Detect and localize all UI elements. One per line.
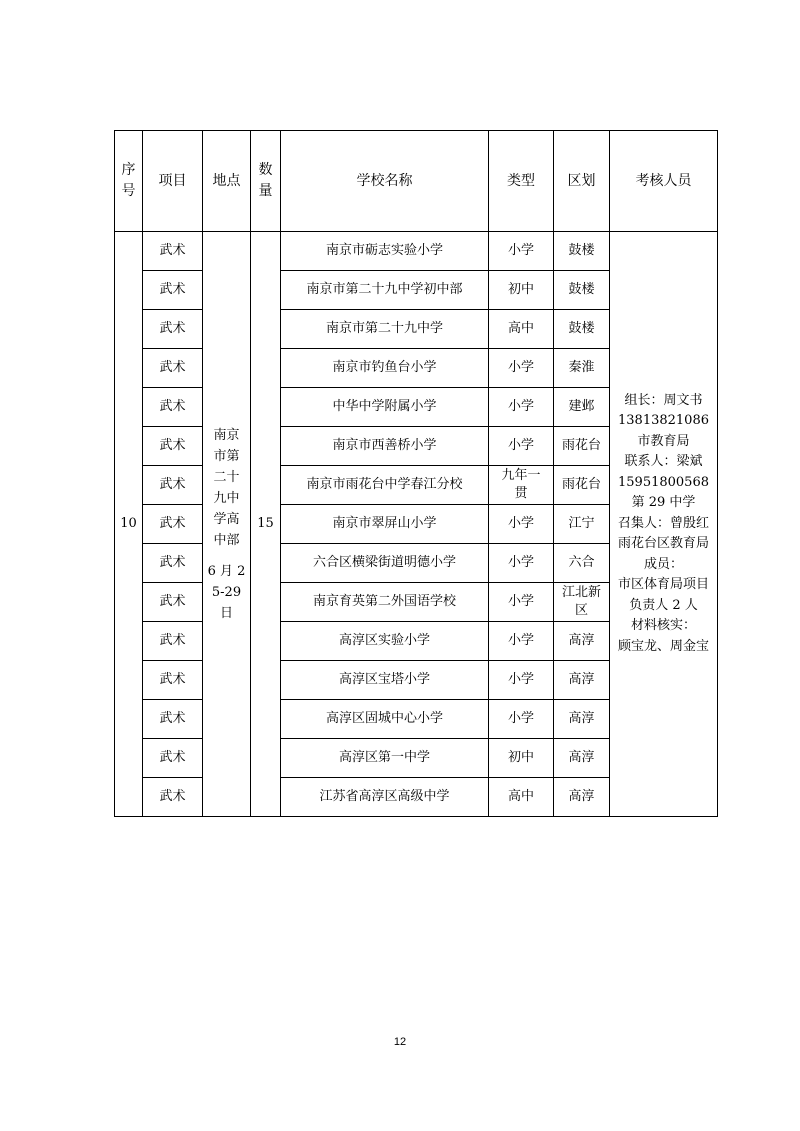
school-name-cell: 南京市雨花台中学春江分校 (281, 466, 489, 505)
school-name-cell: 六合区横梁街道明德小学 (281, 544, 489, 583)
district-cell: 高淳 (554, 778, 610, 817)
table-row (115, 232, 718, 271)
district-cell: 雨花台 (554, 466, 610, 505)
project-cell: 武术 (143, 661, 203, 700)
project-cell: 武术 (143, 778, 203, 817)
examiner-line: 市教育局 (637, 433, 690, 449)
district-cell: 雨花台 (554, 427, 610, 466)
examiner-line: 材料核实： (630, 618, 696, 634)
school-name-cell: 中华中学附属小学 (281, 388, 489, 427)
project-cell: 武术 (143, 388, 203, 427)
examiner-line: 15951800568 (618, 474, 709, 490)
project-cell: 武术 (143, 739, 203, 778)
school-name-cell: 南京市第二十九中学初中部 (281, 271, 489, 310)
type-cell: 小学 (489, 700, 554, 739)
district-cell: 高淳 (554, 700, 610, 739)
location-cell (203, 232, 251, 817)
header-district: 区划 (554, 131, 610, 232)
project-cell: 武术 (143, 349, 203, 388)
project-cell: 武术 (143, 583, 203, 622)
type-cell: 小学 (489, 388, 554, 427)
district-text: 江北新区 (561, 585, 601, 618)
type-cell: 小学 (489, 544, 554, 583)
district-cell: 高淳 (554, 739, 610, 778)
project-cell: 武术 (143, 466, 203, 505)
district-cell: 高淳 (554, 622, 610, 661)
school-name-cell: 高淳区实验小学 (281, 622, 489, 661)
header-seq: 序号 (115, 131, 143, 232)
examiner-line: 联系人：梁斌 (624, 454, 703, 470)
type-cell: 高中 (489, 778, 554, 817)
type-cell: 小学 (489, 622, 554, 661)
type-cell: 小学 (489, 349, 554, 388)
location-date: 6 月 25-29 日 (207, 563, 246, 621)
school-inspection-table (114, 130, 718, 817)
page-number: 12 (393, 1036, 407, 1048)
examiner-line: 市区体育局项目负责人 2 人 (617, 577, 709, 613)
district-cell (554, 583, 610, 622)
header-school: 学校名称 (281, 131, 489, 232)
project-cell: 武术 (143, 427, 203, 466)
project-cell: 武术 (143, 622, 203, 661)
district-cell: 鼓楼 (554, 232, 610, 271)
project-cell: 武术 (143, 310, 203, 349)
school-name-cell: 南京市西善桥小学 (281, 427, 489, 466)
project-cell: 武术 (143, 271, 203, 310)
school-name-cell: 南京市砺志实验小学 (281, 232, 489, 271)
district-cell: 鼓楼 (554, 271, 610, 310)
examiners-cell (610, 232, 718, 817)
examiner-line: 顾宝龙、周金宝 (617, 638, 709, 654)
type-text: 九年一贯 (501, 468, 541, 501)
examiner-line: 第 29 中学 (631, 495, 696, 511)
type-cell: 小学 (489, 232, 554, 271)
type-cell: 小学 (489, 583, 554, 622)
header-type: 类型 (489, 131, 554, 232)
type-cell: 小学 (489, 661, 554, 700)
project-cell: 武术 (143, 505, 203, 544)
examiner-line: 13813821086 (618, 413, 709, 429)
count-cell: 15 (251, 232, 281, 817)
district-cell: 六合 (554, 544, 610, 583)
project-cell: 武术 (143, 232, 203, 271)
type-cell: 小学 (489, 505, 554, 544)
examiner-line: 召集人：曾殷红 (617, 515, 709, 531)
school-name-cell: 高淳区固城中心小学 (281, 700, 489, 739)
district-cell: 建邺 (554, 388, 610, 427)
header-examiners: 考核人员 (610, 131, 718, 232)
school-name-cell: 南京育英第二外国语学校 (281, 583, 489, 622)
district-cell: 秦淮 (554, 349, 610, 388)
type-cell: 初中 (489, 271, 554, 310)
examiner-line: 组长：周文书 (624, 392, 703, 408)
project-cell: 武术 (143, 700, 203, 739)
type-cell (489, 466, 554, 505)
examiner-line: 雨花台区教育局 (617, 536, 709, 552)
district-cell: 高淳 (554, 661, 610, 700)
school-name-cell: 南京市翠屏山小学 (281, 505, 489, 544)
school-name-cell: 高淳区宝塔小学 (281, 661, 489, 700)
table-header-row (115, 131, 718, 232)
header-count: 数量 (251, 131, 281, 232)
project-cell: 武术 (143, 544, 203, 583)
type-cell: 初中 (489, 739, 554, 778)
school-name-cell: 南京市钓鱼台小学 (281, 349, 489, 388)
type-cell: 高中 (489, 310, 554, 349)
school-name-cell: 南京市第二十九中学 (281, 310, 489, 349)
district-cell: 鼓楼 (554, 310, 610, 349)
examiner-line: 成员： (643, 556, 683, 572)
school-name-cell: 江苏省高淳区高级中学 (281, 778, 489, 817)
location-name: 南京市第二十九中学高中部 (213, 427, 240, 548)
examiners-list (614, 391, 714, 658)
header-location: 地点 (203, 131, 251, 232)
school-name-cell: 高淳区第一中学 (281, 739, 489, 778)
header-project: 项目 (143, 131, 203, 232)
type-cell: 小学 (489, 427, 554, 466)
seq-cell: 10 (115, 232, 143, 817)
district-cell: 江宁 (554, 505, 610, 544)
